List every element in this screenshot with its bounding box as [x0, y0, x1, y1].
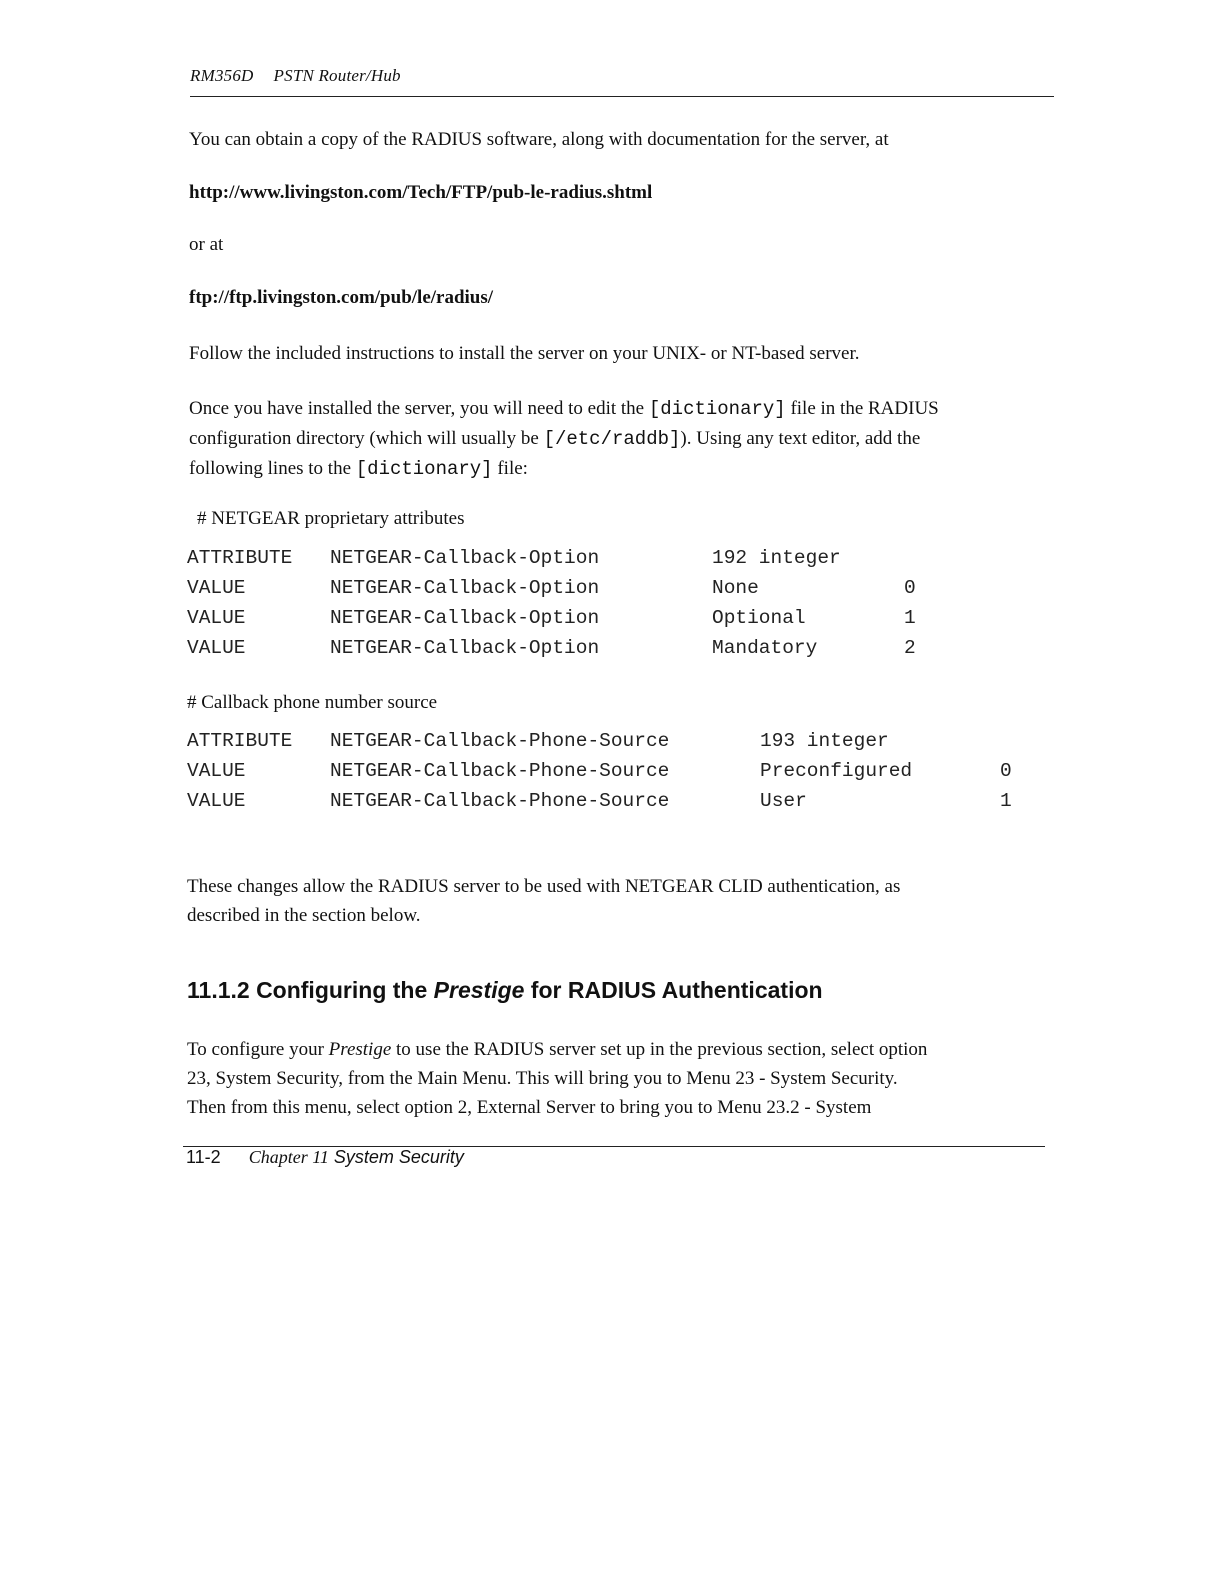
changes-line-1: These changes allow the RADIUS server to be used with NETGEAR CLID authentication, as — [187, 876, 901, 897]
row-keyword: VALUE — [187, 577, 246, 599]
attribute-name: NETGEAR-Callback-Option — [330, 637, 600, 659]
header-rule — [190, 96, 1054, 97]
attribute-code: 0 — [904, 577, 916, 599]
attribute-value: Optional — [712, 607, 806, 629]
attribute-value: Mandatory — [712, 637, 818, 659]
header-product: RM356D — [190, 66, 254, 85]
changes-line-2: described in the section below. — [187, 905, 421, 926]
configure-line-2: 23, System Security, from the Main Menu. This will bring you to Menu 23 - System Security. — [187, 1068, 898, 1089]
attribute-name: NETGEAR-Callback-Option — [330, 607, 600, 629]
follow-instructions: Follow the included instructions to install the server on your UNIX- or NT-based server. — [189, 343, 860, 364]
configure-line-1: To configure your Prestige to use the RADIUS server set up in the previous section, select option — [187, 1039, 928, 1060]
attribute-code: 1 — [904, 607, 916, 629]
row-keyword: ATTRIBUTE — [187, 547, 293, 569]
attribute-value: 193 integer — [760, 730, 889, 752]
attribute-name: NETGEAR-Callback-Phone-Source — [330, 790, 670, 812]
dictionary-code: [dictionary] — [648, 398, 786, 420]
edit-line-3: following lines to the [dictionary] file: — [189, 458, 528, 480]
footer-chapter: Chapter 11 System Security — [248, 1147, 464, 1167]
attribute-value: User — [760, 790, 807, 812]
or-at-text: or at — [189, 234, 224, 255]
changes-paragraph — [187, 872, 900, 930]
attribute-value: 192 integer — [712, 547, 841, 569]
configure-paragraph — [187, 1035, 927, 1122]
section-heading: 11.1.2 Configuring the Prestige for RADIUS Authentication — [187, 977, 823, 1003]
page-footer — [186, 1147, 464, 1168]
configure-line-3: Then from this menu, select option 2, External Server to bring you to Menu 23.2 - System — [187, 1097, 872, 1118]
attribute-value: Preconfigured — [760, 760, 913, 782]
attribute-code: 1 — [1000, 790, 1012, 812]
running-header — [190, 66, 401, 86]
edit-paragraph — [189, 394, 939, 484]
header-title: PSTN Router/Hub — [273, 66, 401, 85]
row-keyword: ATTRIBUTE — [187, 730, 293, 752]
attribute-code: 2 — [904, 637, 916, 659]
attribute-name: NETGEAR-Callback-Option — [330, 547, 600, 569]
attribute-name: NETGEAR-Callback-Phone-Source — [330, 730, 670, 752]
raddb-path-code: [/etc/raddb] — [543, 428, 681, 450]
prestige-name: Prestige — [328, 1039, 392, 1060]
row-keyword: VALUE — [187, 760, 246, 782]
block2-comment: # Callback phone number source — [187, 692, 438, 713]
edit-line-1: Once you have installed the server, you will need to edit the [dictionary] file in the RADIUS — [189, 398, 939, 420]
block1-comment: # NETGEAR proprietary attributes — [197, 508, 465, 529]
radius-url-ftp[interactable]: ftp://ftp.livingston.com/pub/le/radius/ — [189, 287, 494, 308]
section-product-name: Prestige — [433, 977, 525, 1003]
attribute-name: NETGEAR-Callback-Option — [330, 577, 600, 599]
row-keyword: VALUE — [187, 607, 246, 629]
intro-line: You can obtain a copy of the RADIUS software, along with documentation for the server, at — [189, 129, 889, 150]
page-number: 11-2 — [186, 1147, 221, 1167]
dictionary-code: [dictionary] — [355, 458, 493, 480]
radius-url-http[interactable]: http://www.livingston.com/Tech/FTP/pub-le-radius.shtml — [189, 182, 653, 203]
row-keyword: VALUE — [187, 790, 246, 812]
attribute-value: None — [712, 577, 759, 599]
row-keyword: VALUE — [187, 637, 246, 659]
attribute-code: 0 — [1000, 760, 1012, 782]
edit-line-2: configuration directory (which will usually be [/etc/raddb]). Using any text editor, add the — [189, 428, 921, 450]
attribute-name: NETGEAR-Callback-Phone-Source — [330, 760, 670, 782]
